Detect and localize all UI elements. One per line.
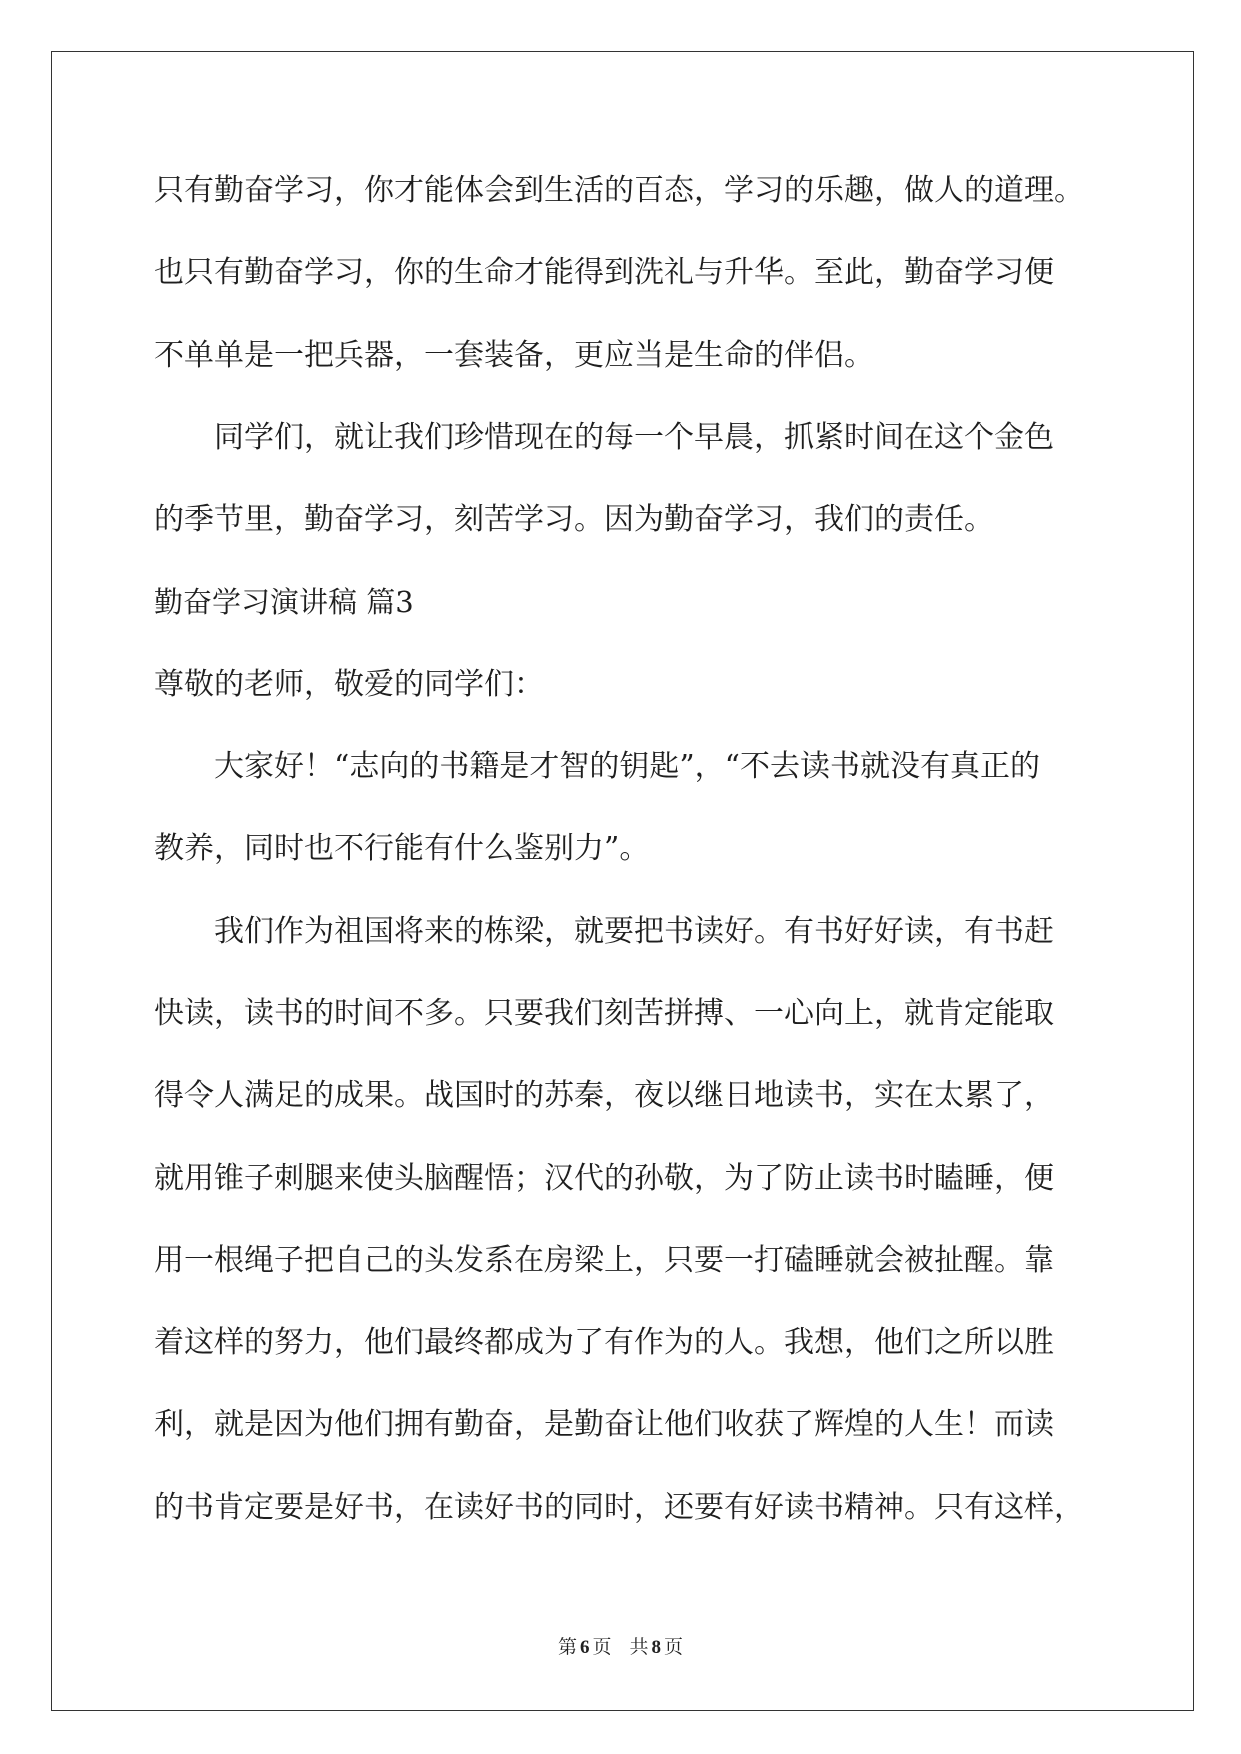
paragraph-line: 就用锥子刺腿来使头脑醒悟；汉代的孙敬，为了防止读书时瞌睡，便 — [154, 1160, 1054, 1196]
paragraph-line: 同学们，就让我们珍惜现在的每一个早晨，抓紧时间在这个金色 — [214, 419, 1054, 455]
paragraph-line: 教养，同时也不行能有什么鉴别力”。 — [154, 831, 650, 867]
total-suffix: 页 — [664, 1636, 684, 1658]
paragraph-line: 不单单是一把兵器，一套装备，更应当是生命的伴侣。 — [154, 337, 874, 373]
paragraph-line: 利，就是因为他们拥有勤奋，是勤奋让他们收获了辉煌的人生！而读 — [154, 1407, 1054, 1443]
paragraph-line: 大家好！“志向的书籍是才智的钥匙”，“不去读书就没有真正的 — [214, 749, 1041, 785]
paragraph-line: 也只有勤奋学习，你的生命才能得到洗礼与升华。至此，勤奋学习便 — [154, 255, 1054, 291]
paragraph-line: 快读，读书的时间不多。只要我们刻苦拼搏、一心向上，就肯定能取 — [154, 995, 1054, 1031]
current-page-number: 6 — [579, 1637, 590, 1658]
salutation-line: 尊敬的老师，敬爱的同学们： — [154, 666, 544, 702]
paragraph-line: 的书肯定要是好书，在读好书的同时，还要有好读书精神。只有这样， — [154, 1489, 1084, 1525]
paragraph-line: 用一根绳子把自己的头发系在房梁上，只要一打磕睡就会被扯醒。靠 — [154, 1242, 1054, 1278]
paragraph-line: 我们作为祖国将来的栋梁，就要把书读好。有书好好读，有书赶 — [214, 913, 1054, 949]
total-prefix: 共 — [629, 1636, 649, 1658]
paragraph-line: 只有勤奋学习，你才能体会到生活的百态，学习的乐趣，做人的道理。 — [154, 173, 1084, 208]
paragraph-line: 的季节里，勤奋学习，刻苦学习。因为勤奋学习，我们的责任。 — [154, 502, 994, 538]
page-prefix: 第 — [557, 1636, 577, 1658]
page-footer — [0, 1634, 1241, 1661]
paragraph-line: 得令人满足的成果。战国时的苏秦，夜以继日地读书，实在太累了， — [154, 1078, 1054, 1114]
document-body — [154, 150, 1114, 1549]
section-heading: 勤奋学习演讲稿 篇3 — [154, 585, 414, 620]
page-suffix: 页 — [592, 1636, 612, 1658]
paragraph-line: 着这样的努力，他们最终都成为了有作为的人。我想，他们之所以胜 — [154, 1325, 1054, 1361]
total-pages-number: 8 — [651, 1637, 662, 1658]
